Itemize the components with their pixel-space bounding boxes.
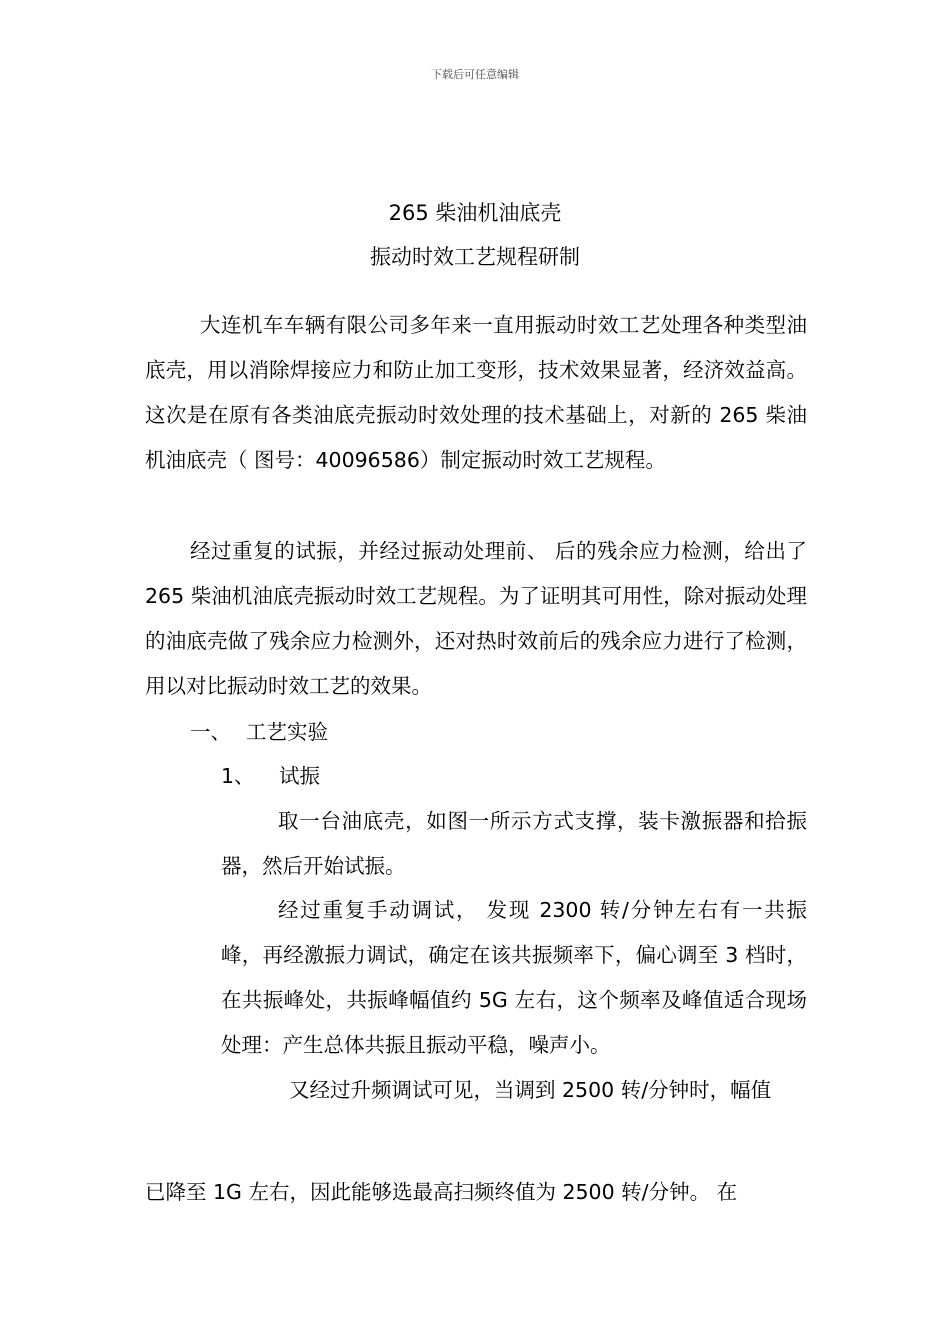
- sub-paragraph-2: 经过重复手动调试， 发现 2300 转/分钟左右有一共振峰，再经激振力调试，确定在该共振频率下，偏心调至 3 档时，在共振峰处，共振峰幅值约 5G 左右，这个频率及峰值适合现场处理：产生总体共振且振动平稳，噪声小。: [221, 898, 807, 1057]
- header-note: 下载后可任意编辑: [431, 68, 519, 81]
- sub-paragraph-3: 又经过升频调试可见，当调到 2500 转/分钟时，幅值: [289, 1078, 772, 1102]
- intro-paragraph: 大连机车车辆有限公司多年来一直用振动时效工艺处理各种类型油底壳，用以消除焊接应力和防止加工变形，技术效果显著，经济效益高。这次是在原有各类油底壳振动时效处理的技术基础上，对新的 265 柴油机油底壳（ 图号：40096586）制定振动时效工艺规程。: [145, 313, 807, 472]
- sub-paragraph-1: 取一台油底壳，如图一所示方式支撑，装卡激振器和拾振器，然后开始试振。: [221, 809, 807, 878]
- second-paragraph: 经过重复的试振，并经过振动处理前、 后的残余应力检测，给出了 265 柴油机油底壳振动时效工艺规程。为了证明其可用性，除对振动处理的油底壳做了残余应力检测外，还对热时效前后的残余应力进行了检测，用以对比振动时效工艺的效果。: [145, 539, 807, 698]
- section-heading: [190, 710, 590, 755]
- subsection-heading: [221, 754, 621, 799]
- section-title: 工艺实验: [246, 720, 328, 744]
- subsection-title: 试振: [279, 764, 320, 788]
- section-number: 一、: [190, 720, 231, 744]
- document-title-line-2: 振动时效工艺规程研制: [370, 245, 580, 269]
- subsection-number: 1、: [221, 764, 255, 788]
- document-title-line-1: 265 柴油机油底壳: [388, 201, 562, 225]
- continuation-paragraph: 已降至 1G 左右，因此能够选最高扫频终值为 2500 转/分钟。 在: [145, 1180, 738, 1204]
